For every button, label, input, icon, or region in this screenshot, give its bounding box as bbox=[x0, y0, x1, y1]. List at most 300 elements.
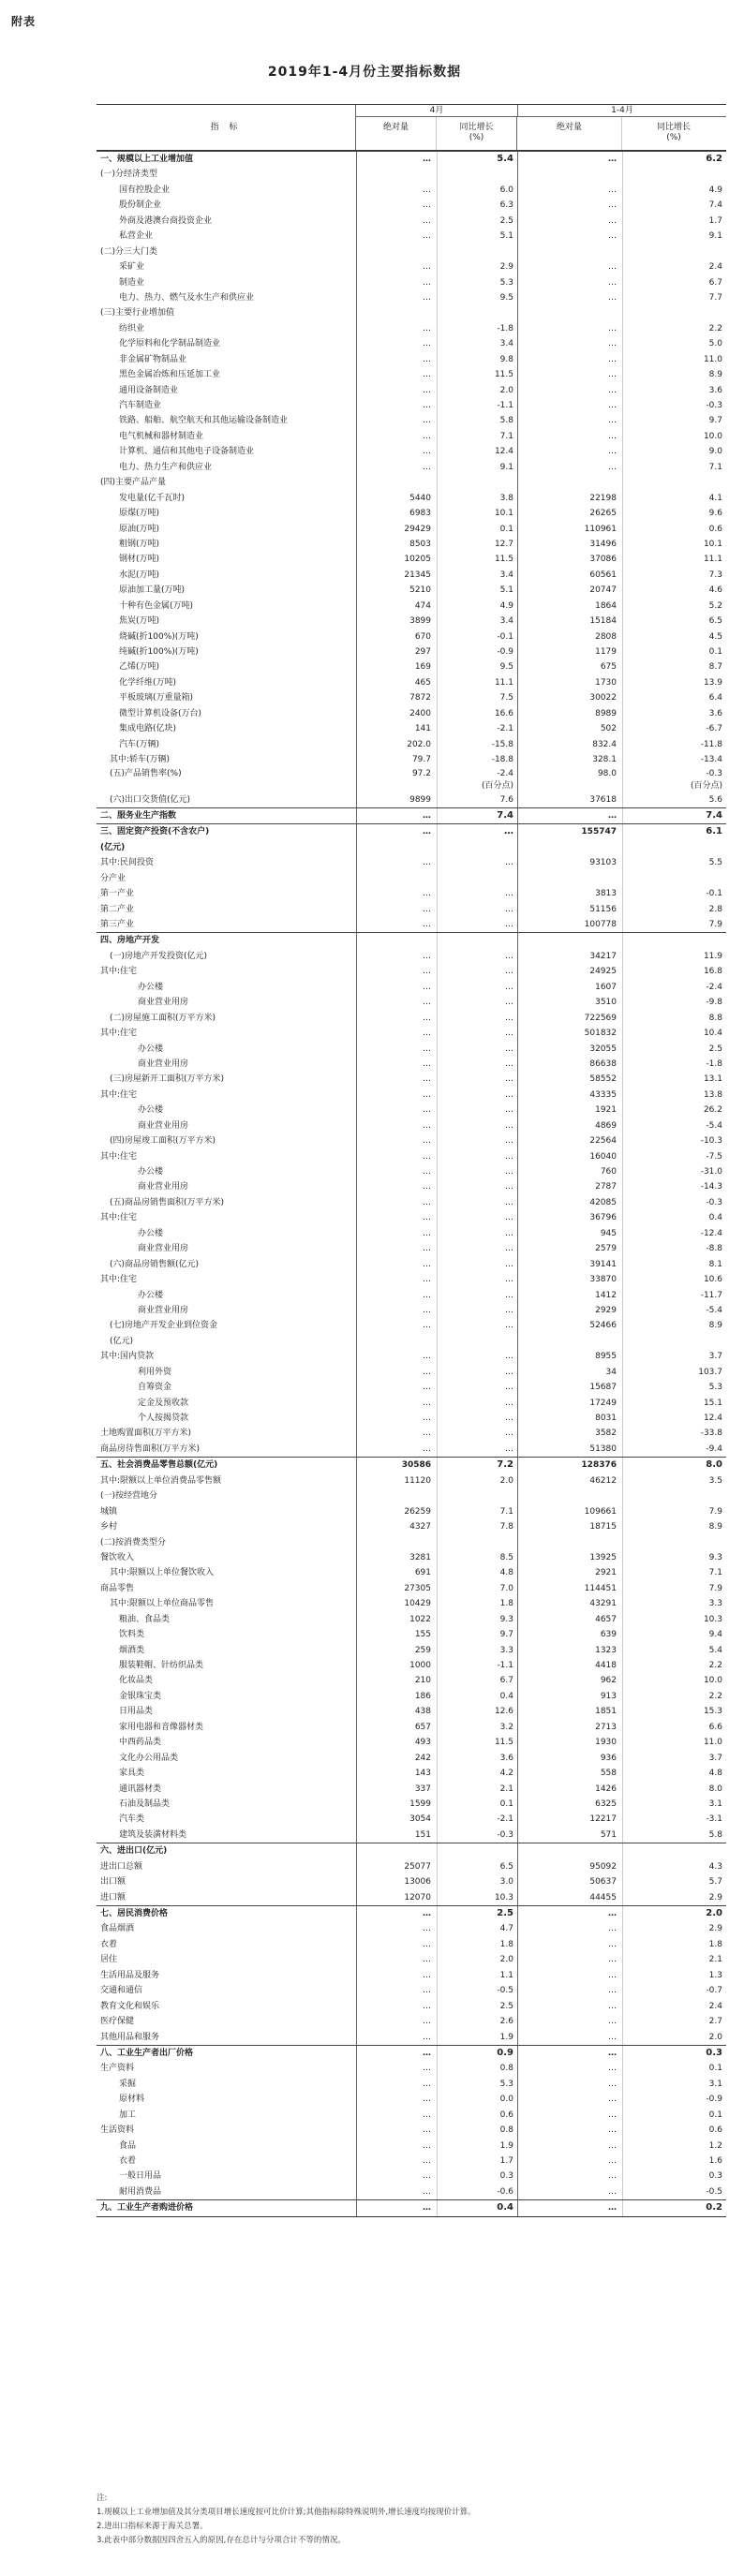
row-label-text: 耐用消费品 bbox=[119, 2186, 162, 2197]
row-ytd-value-text: 675 bbox=[600, 662, 617, 673]
row-april-value bbox=[357, 933, 438, 948]
row-april-value bbox=[357, 1983, 438, 1998]
row-ytd-yoy bbox=[623, 444, 726, 459]
row-april-yoy bbox=[438, 1103, 518, 1118]
row-ytd-value-text: 43335 bbox=[589, 1089, 617, 1100]
row-ytd-yoy-text: 4.3 bbox=[708, 1861, 722, 1872]
row-label-text: 乙烯(万吨) bbox=[119, 662, 160, 673]
row-april-value bbox=[357, 1550, 438, 1565]
row-april-value bbox=[357, 413, 438, 428]
row-label-text: 电力、热力生产和供应业 bbox=[119, 462, 213, 472]
table-row bbox=[97, 460, 726, 475]
row-label-text: 采矿业 bbox=[119, 262, 145, 273]
row-label bbox=[97, 768, 357, 792]
row-april-value bbox=[357, 2014, 438, 2029]
row-ytd-value bbox=[518, 675, 623, 690]
header-yoy-1-line1: 同比增长 bbox=[459, 123, 494, 132]
table-row bbox=[97, 1334, 726, 1349]
table-row bbox=[97, 659, 726, 674]
row-ytd-value-text: … bbox=[608, 370, 617, 380]
row-april-value-text: 4327 bbox=[409, 1522, 431, 1532]
row-ytd-yoy bbox=[623, 1673, 726, 1688]
row-ytd-value bbox=[518, 1968, 623, 1983]
row-april-value-text: 242 bbox=[414, 1753, 431, 1763]
table-row bbox=[97, 2123, 726, 2138]
row-april-value-text: … bbox=[423, 1398, 431, 1408]
table-row bbox=[97, 752, 726, 767]
row-ytd-yoy bbox=[623, 902, 726, 917]
row-april-yoy bbox=[438, 752, 518, 767]
table-row bbox=[97, 1720, 726, 1735]
row-april-value bbox=[357, 792, 438, 807]
row-april-yoy-text: 7.1 bbox=[499, 1506, 513, 1517]
row-april-value bbox=[357, 886, 438, 901]
row-april-value-text: … bbox=[423, 1013, 431, 1023]
table-row bbox=[97, 964, 726, 979]
row-april-yoy-text: 2.1 bbox=[499, 1784, 513, 1794]
row-april-value bbox=[357, 1596, 438, 1611]
row-april-yoy-text: 5.3 bbox=[499, 2079, 513, 2089]
footnote-line: 3.此表中部分数据因四舍五入的原因,存在总计与分项合计不等的情况。 bbox=[97, 2536, 346, 2545]
row-april-yoy-text: 0.6 bbox=[499, 2110, 513, 2120]
row-april-yoy-text: … bbox=[505, 1290, 513, 1300]
row-ytd-yoy-text: 0.1 bbox=[708, 2110, 722, 2120]
row-label-text: 烟酒类 bbox=[119, 1645, 145, 1655]
row-ytd-yoy bbox=[623, 1057, 726, 1072]
row-ytd-value bbox=[518, 1164, 623, 1179]
row-april-yoy bbox=[438, 1968, 518, 1983]
row-april-yoy-text: … bbox=[505, 1105, 513, 1116]
row-ytd-yoy-text: 5.2 bbox=[708, 600, 722, 611]
row-ytd-yoy bbox=[623, 1210, 726, 1225]
table-row bbox=[97, 1411, 726, 1426]
row-april-yoy bbox=[438, 583, 518, 598]
row-ytd-value-text: 2808 bbox=[595, 631, 617, 642]
row-label bbox=[97, 1349, 357, 1364]
table-row bbox=[97, 475, 726, 490]
row-label bbox=[97, 1103, 357, 1118]
row-april-yoy-text: 7.0 bbox=[499, 1583, 513, 1593]
row-ytd-yoy bbox=[623, 275, 726, 290]
row-ytd-value bbox=[518, 599, 623, 614]
row-ytd-yoy bbox=[623, 752, 726, 767]
row-ytd-yoy-text: -6.7 bbox=[706, 724, 722, 734]
table-row bbox=[97, 614, 726, 629]
row-april-yoy-text: 1.7 bbox=[499, 2156, 513, 2166]
row-april-yoy bbox=[438, 1906, 518, 1921]
table-row bbox=[97, 198, 726, 213]
row-ytd-yoy bbox=[623, 855, 726, 870]
row-april-value-text: … bbox=[423, 2017, 431, 2027]
row-label-text: 商品房待售面积(万平方米) bbox=[100, 1443, 201, 1454]
row-label bbox=[97, 1442, 357, 1457]
row-april-yoy-text: 7.2 bbox=[497, 1459, 513, 1471]
row-ytd-yoy bbox=[623, 214, 726, 229]
row-april-yoy-text: … bbox=[505, 1259, 513, 1269]
row-ytd-yoy-text: -0.1 bbox=[706, 889, 722, 899]
row-ytd-value bbox=[518, 1334, 623, 1349]
row-ytd-yoy bbox=[623, 1581, 726, 1596]
row-ytd-value-text: … bbox=[608, 416, 617, 426]
table-row bbox=[97, 1288, 726, 1303]
row-label-text: 原油(万吨) bbox=[119, 524, 160, 534]
row-ytd-yoy bbox=[623, 1937, 726, 1952]
row-ytd-value-text: … bbox=[608, 2017, 617, 2027]
row-label bbox=[97, 568, 357, 583]
row-ytd-value-text: 100778 bbox=[584, 920, 617, 929]
row-ytd-yoy bbox=[623, 1596, 726, 1611]
row-ytd-value bbox=[518, 902, 623, 917]
row-april-yoy-text: … bbox=[505, 1044, 513, 1054]
row-ytd-value-text: 3582 bbox=[595, 1429, 617, 1439]
row-ytd-yoy-text: 4.5 bbox=[708, 631, 722, 642]
row-ytd-yoy bbox=[623, 259, 726, 274]
row-label-text: 黑色金属冶炼和压延加工业 bbox=[119, 370, 221, 380]
row-april-value-text: … bbox=[423, 951, 431, 961]
table-row bbox=[97, 768, 726, 792]
row-april-yoy bbox=[438, 275, 518, 290]
row-april-yoy-text: 1.1 bbox=[499, 1970, 513, 1980]
row-ytd-value bbox=[518, 1179, 623, 1194]
row-label-text: (亿元) bbox=[110, 1336, 134, 1346]
row-label bbox=[97, 1426, 357, 1441]
row-april-yoy bbox=[438, 475, 518, 490]
row-april-value-text: … bbox=[423, 1443, 431, 1454]
row-ytd-value-text: 98.0 bbox=[597, 768, 617, 778]
row-ytd-yoy bbox=[623, 1874, 726, 1889]
row-ytd-yoy bbox=[623, 1627, 726, 1642]
row-april-yoy bbox=[438, 792, 518, 807]
row-ytd-yoy bbox=[623, 429, 726, 444]
row-ytd-value-text: 114451 bbox=[584, 1583, 617, 1593]
row-ytd-value-text: 1323 bbox=[595, 1645, 617, 1655]
row-april-yoy-text: 4.9 bbox=[499, 600, 513, 611]
header-yoy-2 bbox=[622, 117, 725, 150]
row-april-yoy bbox=[438, 1411, 518, 1426]
table-row bbox=[97, 305, 726, 320]
table-row bbox=[97, 1673, 726, 1688]
row-april-yoy-text: 4.8 bbox=[499, 1568, 513, 1578]
row-april-yoy-text: 9.1 bbox=[499, 462, 513, 472]
row-label-text: 三、固定资产投资(不含农户) bbox=[100, 827, 210, 837]
row-april-value-text: … bbox=[423, 155, 431, 164]
row-april-value-text: … bbox=[423, 1167, 431, 1177]
row-april-yoy-text: … bbox=[505, 1244, 513, 1254]
row-ytd-value-text: 34 bbox=[605, 1367, 617, 1377]
table-row bbox=[97, 1042, 726, 1057]
row-april-yoy bbox=[438, 1983, 518, 1998]
row-april-yoy-text: -0.1 bbox=[497, 631, 513, 642]
row-april-yoy bbox=[438, 964, 518, 979]
row-ytd-value bbox=[518, 768, 623, 792]
row-ytd-yoy bbox=[623, 506, 726, 521]
row-april-yoy-text: -0.6 bbox=[497, 2186, 513, 2197]
row-ytd-value-text: … bbox=[608, 462, 617, 472]
table-row bbox=[97, 855, 726, 870]
row-ytd-yoy bbox=[623, 537, 726, 552]
row-label-text: 家具类 bbox=[119, 1769, 145, 1779]
row-ytd-yoy bbox=[623, 933, 726, 948]
row-ytd-yoy bbox=[623, 383, 726, 398]
row-ytd-yoy-text: -0.3 bbox=[706, 1197, 722, 1207]
row-april-yoy-text: 2.0 bbox=[499, 1955, 513, 1965]
row-april-yoy-text: 12.4 bbox=[494, 447, 513, 457]
table-row bbox=[97, 2092, 726, 2107]
row-ytd-yoy-text: 2.2 bbox=[708, 1661, 722, 1670]
row-label bbox=[97, 1026, 357, 1041]
row-april-yoy bbox=[438, 1011, 518, 1026]
row-ytd-yoy-text: 10.6 bbox=[703, 1275, 722, 1285]
row-ytd-value-text: 6325 bbox=[595, 1799, 617, 1809]
table-row bbox=[97, 1751, 726, 1766]
table-row bbox=[97, 1581, 726, 1596]
row-ytd-yoy-text: 6.2 bbox=[706, 154, 722, 164]
row-ytd-value-text: 8989 bbox=[595, 708, 617, 718]
row-april-yoy-text: 12.6 bbox=[494, 1707, 513, 1717]
row-label-text: 其中:限额以上单位餐饮收入 bbox=[110, 1568, 215, 1578]
row-ytd-yoy bbox=[623, 690, 726, 705]
row-april-yoy-text: 0.1 bbox=[499, 524, 513, 534]
row-april-value bbox=[357, 475, 438, 490]
row-april-yoy bbox=[438, 1874, 518, 1889]
row-ytd-yoy-text: 0.2 bbox=[706, 2202, 722, 2213]
row-ytd-value bbox=[518, 1072, 623, 1087]
row-april-yoy bbox=[438, 1473, 518, 1488]
row-ytd-value-text: 3510 bbox=[595, 998, 617, 1008]
table-row bbox=[97, 275, 726, 290]
row-ytd-value-text: 1179 bbox=[595, 647, 617, 657]
table-row bbox=[97, 1272, 726, 1287]
row-ytd-yoy-text: -10.3 bbox=[700, 1136, 722, 1147]
row-label bbox=[97, 506, 357, 521]
row-label-text: 第三产业 bbox=[100, 920, 135, 929]
row-ytd-value-text: 8031 bbox=[595, 1414, 617, 1423]
row-april-yoy-text: 6.7 bbox=[499, 1676, 513, 1686]
row-april-value-text: … bbox=[423, 277, 431, 288]
row-ytd-yoy bbox=[623, 321, 726, 336]
row-april-yoy-text: … bbox=[505, 1429, 513, 1439]
row-ytd-value-text: 722569 bbox=[584, 1013, 617, 1023]
row-label bbox=[97, 352, 357, 367]
table-row bbox=[97, 1890, 726, 1905]
table-row bbox=[97, 1519, 726, 1534]
row-april-value bbox=[357, 1937, 438, 1952]
row-april-yoy bbox=[438, 1921, 518, 1936]
row-april-yoy bbox=[438, 352, 518, 367]
row-ytd-value-text: 760 bbox=[600, 1167, 617, 1177]
row-april-value-text: … bbox=[423, 370, 431, 380]
table-row bbox=[97, 1937, 726, 1952]
row-ytd-yoy bbox=[623, 568, 726, 583]
row-ytd-value-text: 1426 bbox=[595, 1784, 617, 1794]
row-april-value-text: … bbox=[423, 1074, 431, 1085]
row-april-yoy bbox=[438, 1782, 518, 1797]
table-row bbox=[97, 1704, 726, 1719]
row-ytd-value-text: 328.1 bbox=[592, 755, 617, 765]
table-row bbox=[97, 522, 726, 537]
row-label-text: 第二产业 bbox=[100, 904, 135, 914]
row-ytd-yoy-text: 7.1 bbox=[708, 1568, 722, 1578]
table-row bbox=[97, 398, 726, 413]
row-label-text: 原材料 bbox=[119, 2095, 145, 2105]
row-april-yoy-text: -1.1 bbox=[497, 1661, 513, 1670]
row-april-yoy bbox=[438, 2092, 518, 2107]
row-ytd-yoy bbox=[623, 949, 726, 964]
row-ytd-yoy bbox=[623, 1704, 726, 1719]
row-april-value bbox=[357, 568, 438, 583]
row-april-value-text: 141 bbox=[414, 724, 431, 734]
row-ytd-yoy bbox=[623, 995, 726, 1010]
row-ytd-value bbox=[518, 1349, 623, 1364]
row-april-value-text: … bbox=[423, 231, 431, 242]
row-april-yoy-text: 9.8 bbox=[499, 354, 513, 364]
row-april-value-text: 3899 bbox=[409, 616, 431, 627]
row-label-text: 日用品类 bbox=[119, 1707, 154, 1717]
row-ytd-yoy bbox=[623, 808, 726, 823]
row-ytd-yoy-text: -0.7 bbox=[706, 1986, 722, 1996]
row-april-yoy-text: … bbox=[505, 967, 513, 977]
row-april-value-text: … bbox=[423, 1429, 431, 1439]
row-ytd-yoy bbox=[623, 1504, 726, 1519]
row-april-value bbox=[357, 275, 438, 290]
row-ytd-yoy bbox=[623, 2123, 726, 2138]
row-april-value-text: … bbox=[423, 200, 431, 211]
row-april-yoy bbox=[438, 675, 518, 690]
row-label-text: 办公楼 bbox=[138, 982, 164, 992]
row-label bbox=[97, 537, 357, 552]
row-april-yoy bbox=[438, 305, 518, 320]
row-label-text: 汽车(万辆) bbox=[119, 739, 160, 749]
row-label-text: 商业营业用房 bbox=[138, 1244, 189, 1254]
row-ytd-yoy-text: 1.6 bbox=[708, 2156, 722, 2166]
row-label-text: 商业营业用房 bbox=[138, 1305, 189, 1315]
row-april-value-text: … bbox=[423, 354, 431, 364]
table-row bbox=[97, 949, 726, 964]
row-ytd-value-text: 1930 bbox=[595, 1738, 617, 1748]
row-april-yoy-text: 2.5 bbox=[499, 2001, 513, 2011]
row-ytd-value-text: … bbox=[608, 2079, 617, 2089]
row-label-text: 文化办公用品类 bbox=[119, 1753, 179, 1763]
table-row bbox=[97, 980, 726, 995]
row-april-value-text: 7872 bbox=[409, 693, 431, 703]
row-label bbox=[97, 321, 357, 336]
row-april-yoy bbox=[438, 1195, 518, 1210]
row-label bbox=[97, 721, 357, 736]
row-label bbox=[97, 1011, 357, 1026]
row-label bbox=[97, 167, 357, 182]
row-ytd-yoy-text: 5.6 bbox=[708, 794, 722, 805]
row-ytd-value bbox=[518, 1504, 623, 1519]
table-row bbox=[97, 2077, 726, 2092]
row-label bbox=[97, 1396, 357, 1411]
row-label bbox=[97, 383, 357, 398]
row-april-yoy bbox=[438, 2169, 518, 2184]
row-label-text: 生活用品及服务 bbox=[100, 1970, 160, 1980]
row-april-yoy-text: 0.9 bbox=[497, 2047, 513, 2058]
row-ytd-yoy bbox=[623, 1334, 726, 1349]
row-ytd-value-text: 30022 bbox=[589, 693, 617, 703]
row-april-value-text: 3054 bbox=[409, 1814, 431, 1825]
row-ytd-yoy-text: 9.6 bbox=[708, 509, 722, 519]
row-label bbox=[97, 214, 357, 229]
row-label-text: 其中:住宅 bbox=[100, 967, 138, 977]
row-april-yoy bbox=[438, 1937, 518, 1952]
row-label bbox=[97, 1565, 357, 1580]
table-row bbox=[97, 167, 726, 182]
row-april-yoy-text: 0.3 bbox=[499, 2171, 513, 2182]
table-row bbox=[97, 2014, 726, 2029]
row-april-yoy-text: … bbox=[505, 920, 513, 929]
row-april-yoy-text: … bbox=[505, 1305, 513, 1315]
row-april-value-text: 1599 bbox=[409, 1799, 431, 1809]
row-ytd-yoy-text: 4.9 bbox=[708, 185, 722, 195]
row-april-value bbox=[357, 259, 438, 274]
row-april-yoy bbox=[438, 1365, 518, 1380]
row-ytd-yoy-text: 10.0 bbox=[703, 431, 722, 441]
row-ytd-yoy bbox=[623, 367, 726, 382]
row-ytd-value bbox=[518, 1874, 623, 1889]
row-ytd-yoy-text: 7.9 bbox=[708, 1506, 722, 1517]
row-label-text: 办公楼 bbox=[138, 1290, 164, 1300]
row-ytd-yoy-text: 7.9 bbox=[708, 920, 722, 929]
row-label-text: (三)房屋新开工面积(万平方米) bbox=[110, 1074, 225, 1085]
row-label-text: 商品零售 bbox=[100, 1583, 135, 1593]
row-ytd-yoy bbox=[623, 1442, 726, 1457]
row-ytd-yoy-text: 11.0 bbox=[703, 1738, 722, 1748]
row-ytd-yoy-text: 13.1 bbox=[703, 1074, 722, 1085]
row-april-value-text: 10205 bbox=[404, 555, 431, 565]
row-label-text: 通用设备制造业 bbox=[119, 385, 179, 395]
row-ytd-value-text: 8955 bbox=[595, 1352, 617, 1362]
row-ytd-value-text: 571 bbox=[600, 1829, 617, 1840]
row-label bbox=[97, 2077, 357, 2092]
row-ytd-yoy-text: 4.6 bbox=[708, 585, 722, 596]
footnote-line: 1.规模以上工业增加值及其分类项目增长速度按可比价计算;其他指标除特殊说明外,增长速度均按现价计算。 bbox=[97, 2508, 476, 2517]
row-label bbox=[97, 1226, 357, 1241]
row-ytd-value bbox=[518, 2184, 623, 2199]
row-ytd-yoy-text: 103.7 bbox=[698, 1367, 722, 1377]
row-ytd-yoy-text: 3.1 bbox=[708, 1799, 722, 1809]
row-ytd-yoy bbox=[623, 1952, 726, 1967]
row-april-value-text: … bbox=[423, 1414, 431, 1423]
row-april-value bbox=[357, 840, 438, 855]
row-ytd-value-text: 15184 bbox=[589, 616, 617, 627]
row-label-text: (五)商品房销售面积(万平方米) bbox=[110, 1197, 225, 1207]
row-label bbox=[97, 886, 357, 901]
row-april-value-text: … bbox=[423, 185, 431, 195]
row-label-text: 集成电路(亿块) bbox=[119, 724, 177, 734]
row-ytd-yoy bbox=[623, 644, 726, 659]
row-april-yoy bbox=[438, 1442, 518, 1457]
row-april-value-text: … bbox=[423, 2110, 431, 2120]
row-label-text: 国有控股企业 bbox=[119, 185, 171, 195]
row-ytd-yoy bbox=[623, 167, 726, 182]
table-row bbox=[97, 1828, 726, 1843]
row-ytd-yoy-text: 2.2 bbox=[708, 1691, 722, 1701]
row-ytd-value-text: 37618 bbox=[589, 794, 617, 805]
row-ytd-yoy bbox=[623, 1535, 726, 1550]
row-april-value bbox=[357, 522, 438, 537]
row-label bbox=[97, 1334, 357, 1349]
row-label bbox=[97, 840, 357, 855]
row-label-text: 七、居民消费价格 bbox=[100, 1909, 169, 1918]
row-ytd-value bbox=[518, 491, 623, 506]
row-april-yoy-text: 0.8 bbox=[499, 2064, 513, 2074]
table-row bbox=[97, 2154, 726, 2169]
row-ytd-yoy bbox=[623, 290, 726, 305]
row-label bbox=[97, 2108, 357, 2123]
row-ytd-yoy bbox=[623, 840, 726, 855]
